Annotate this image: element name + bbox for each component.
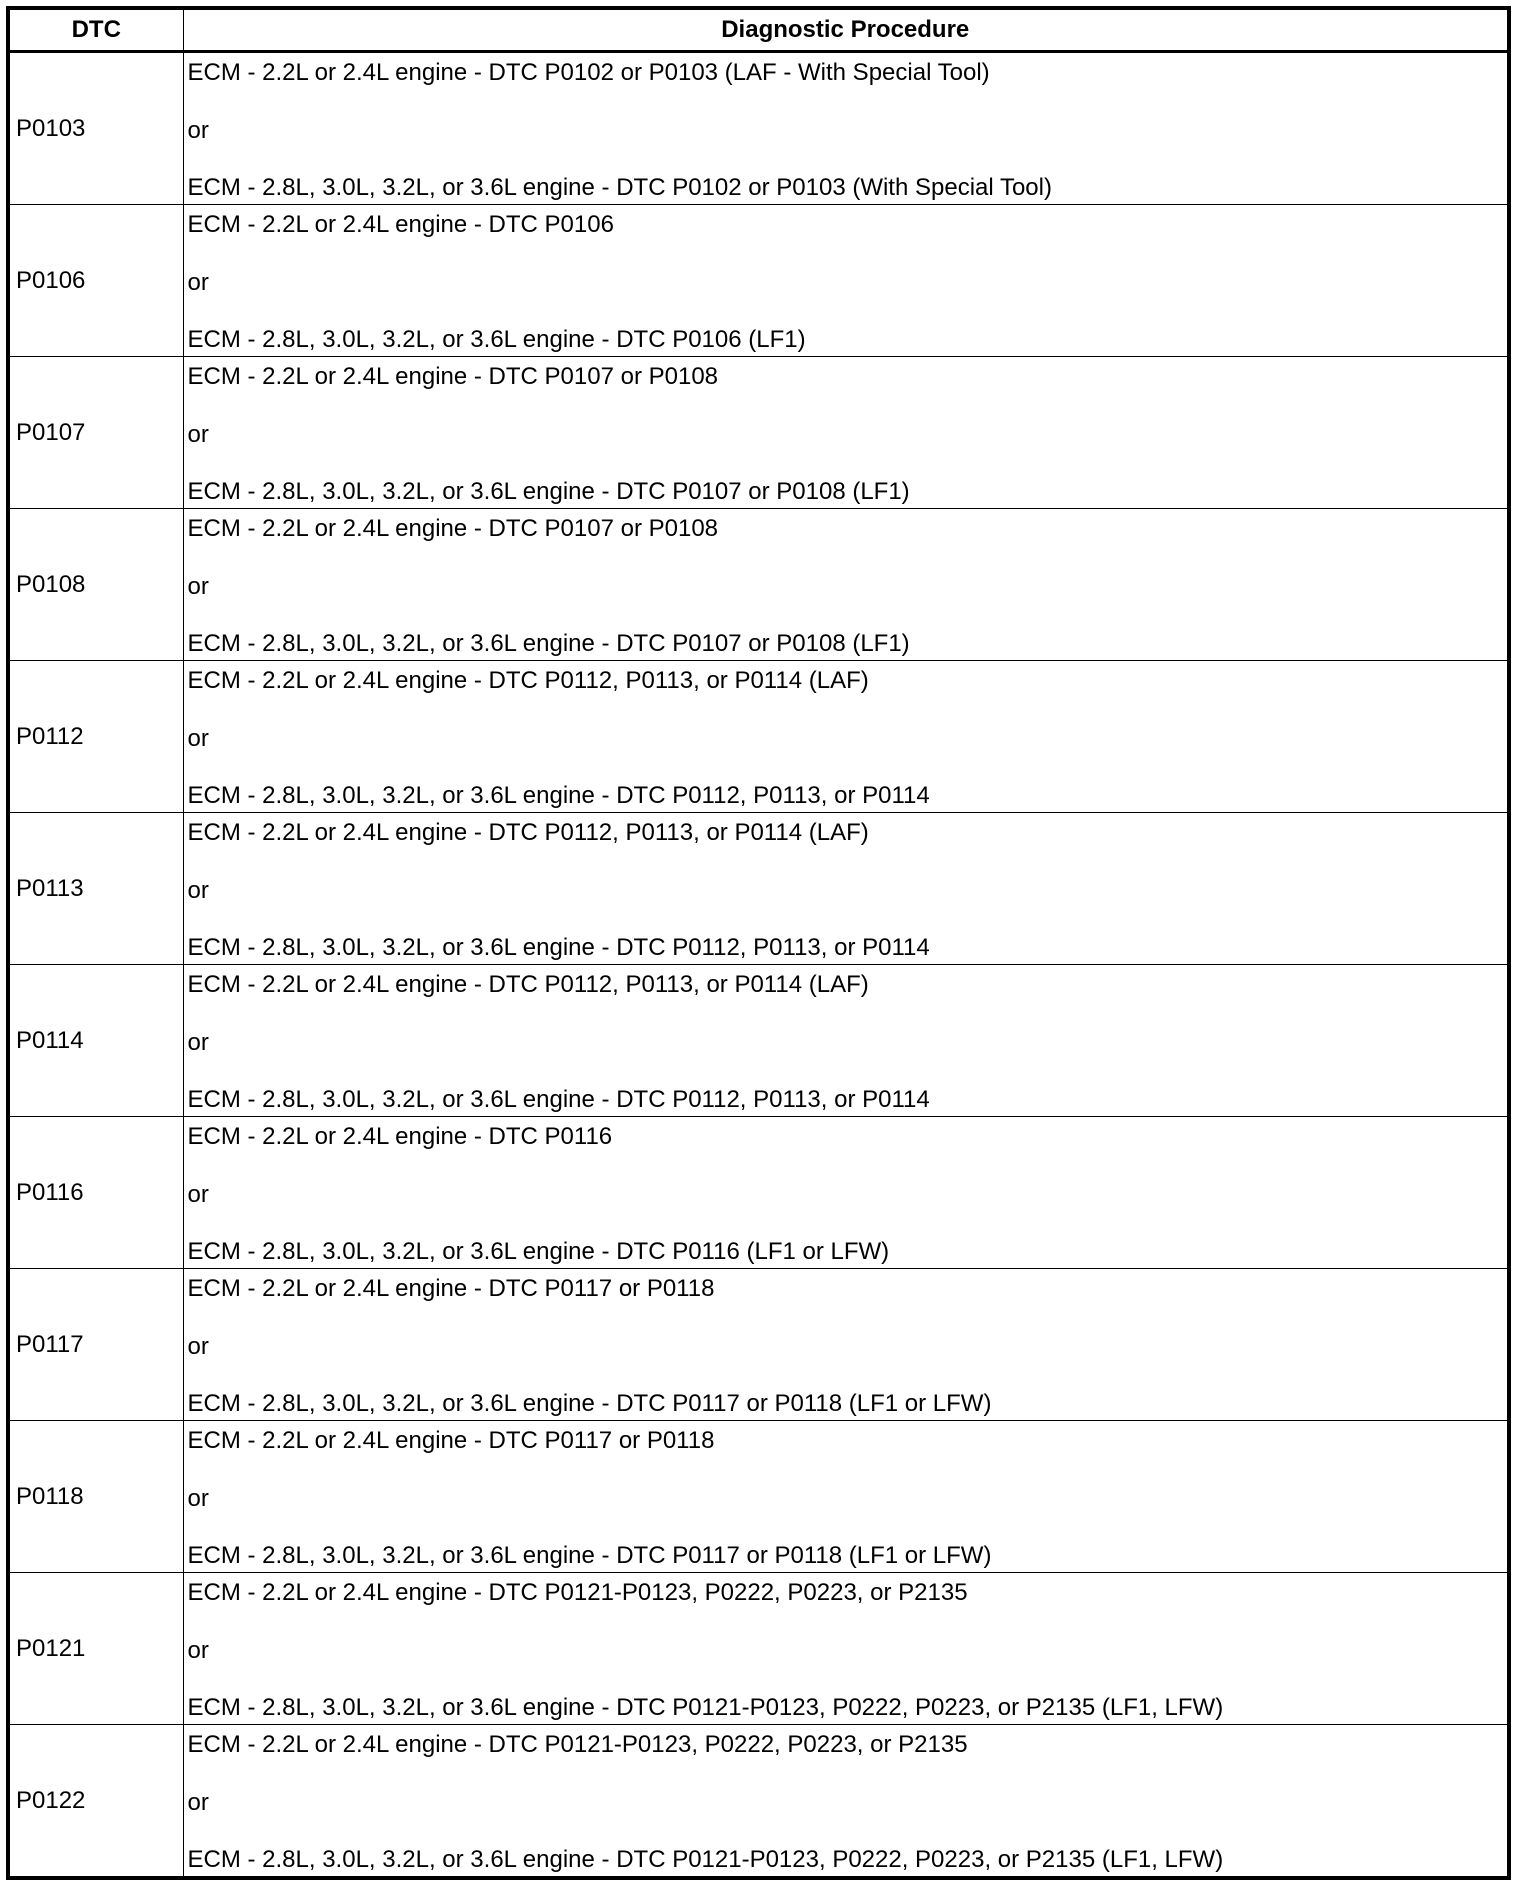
- table-row: [8, 965, 1509, 1117]
- procedure-line-primary: ECM - 2.2L or 2.4L engine - DTC P0112, P0113, or P0114 (LAF): [187, 819, 869, 846]
- procedure-lines: [188, 1269, 1508, 1420]
- procedure-lines: [188, 1421, 1508, 1572]
- procedure-connector: or: [187, 724, 209, 752]
- procedure-line-secondary: ECM - 2.8L, 3.0L, 3.2L, or 3.6L engine - DTC P0121-P0123, P0222, P0223, or P2135 (LF1, LFW): [187, 1694, 1224, 1721]
- table-row: [8, 1725, 1509, 1879]
- procedure-line-secondary: ECM - 2.8L, 3.0L, 3.2L, or 3.6L engine - DTC P0117 or P0118 (LF1 or LFW): [187, 1390, 992, 1417]
- procedure-connector: or: [187, 1180, 209, 1208]
- procedure-line-primary: ECM - 2.2L or 2.4L engine - DTC P0121-P0123, P0222, P0223, or P2135: [187, 1731, 968, 1758]
- procedure-connector: or: [187, 116, 209, 144]
- table-row: [8, 813, 1509, 965]
- procedure-cell: [183, 1573, 1509, 1725]
- procedure-line-secondary: ECM - 2.8L, 3.0L, 3.2L, or 3.6L engine - DTC P0121-P0123, P0222, P0223, or P2135 (LF1, LFW): [187, 1846, 1224, 1873]
- procedure-connector: or: [187, 1484, 209, 1512]
- procedure-line-primary: ECM - 2.2L or 2.4L engine - DTC P0107 or P0108: [187, 515, 719, 542]
- table-body: [8, 52, 1509, 1879]
- procedure-connector: or: [187, 1788, 209, 1816]
- procedure-cell: [183, 965, 1509, 1117]
- procedure-cell: [183, 1421, 1509, 1573]
- table-row: [8, 357, 1509, 509]
- dtc-code-cell: P0116: [8, 1117, 183, 1269]
- procedure-lines: [188, 357, 1508, 508]
- procedure-cell: [183, 1269, 1509, 1421]
- dtc-code-cell: P0122: [8, 1725, 183, 1879]
- procedure-connector: or: [187, 268, 209, 296]
- procedure-cell: [183, 205, 1509, 357]
- procedure-line-primary: ECM - 2.2L or 2.4L engine - DTC P0117 or P0118: [187, 1427, 715, 1454]
- procedure-line-secondary: ECM - 2.8L, 3.0L, 3.2L, or 3.6L engine - DTC P0116 (LF1 or LFW): [187, 1238, 890, 1265]
- procedure-line-primary: ECM - 2.2L or 2.4L engine - DTC P0112, P0113, or P0114 (LAF): [187, 667, 869, 694]
- procedure-lines: [188, 813, 1508, 964]
- dtc-diagnostic-table: [6, 6, 1511, 1880]
- procedure-lines: [188, 661, 1508, 812]
- procedure-line-secondary: ECM - 2.8L, 3.0L, 3.2L, or 3.6L engine - DTC P0112, P0113, or P0114: [187, 782, 930, 809]
- table-row: [8, 1269, 1509, 1421]
- dtc-code-cell: P0118: [8, 1421, 183, 1573]
- procedure-connector: or: [187, 572, 209, 600]
- procedure-line-secondary: ECM - 2.8L, 3.0L, 3.2L, or 3.6L engine - DTC P0102 or P0103 (With Special Tool): [187, 174, 1052, 201]
- procedure-cell: [183, 509, 1509, 661]
- procedure-lines: [188, 53, 1508, 204]
- dtc-code-cell: P0117: [8, 1269, 183, 1421]
- procedure-line-primary: ECM - 2.2L or 2.4L engine - DTC P0106: [187, 211, 614, 238]
- procedure-line-primary: ECM - 2.2L or 2.4L engine - DTC P0121-P0123, P0222, P0223, or P2135: [187, 1579, 968, 1606]
- procedure-connector: or: [187, 876, 209, 904]
- procedure-line-primary: ECM - 2.2L or 2.4L engine - DTC P0117 or P0118: [187, 1275, 715, 1302]
- dtc-code-cell: P0103: [8, 52, 183, 205]
- procedure-connector: or: [187, 420, 209, 448]
- procedure-line-primary: ECM - 2.2L or 2.4L engine - DTC P0102 or P0103 (LAF - With Special Tool): [187, 59, 990, 86]
- procedure-line-secondary: ECM - 2.8L, 3.0L, 3.2L, or 3.6L engine - DTC P0117 or P0118 (LF1 or LFW): [187, 1542, 992, 1569]
- procedure-line-secondary: ECM - 2.8L, 3.0L, 3.2L, or 3.6L engine - DTC P0112, P0113, or P0114: [187, 1086, 930, 1113]
- dtc-code-cell: P0106: [8, 205, 183, 357]
- table-row: [8, 52, 1509, 205]
- procedure-lines: [188, 1573, 1508, 1724]
- table-row: [8, 509, 1509, 661]
- dtc-code-cell: P0121: [8, 1573, 183, 1725]
- table-row: [8, 205, 1509, 357]
- table-row: [8, 1421, 1509, 1573]
- dtc-code-cell: P0107: [8, 357, 183, 509]
- procedure-connector: or: [187, 1332, 209, 1360]
- table-row: [8, 661, 1509, 813]
- dtc-code-cell: P0112: [8, 661, 183, 813]
- table-row: [8, 1117, 1509, 1269]
- header-row: [8, 8, 1509, 52]
- procedure-line-primary: ECM - 2.2L or 2.4L engine - DTC P0116: [187, 1123, 613, 1150]
- procedure-column-header: Diagnostic Procedure: [183, 8, 1509, 52]
- procedure-lines: [188, 205, 1508, 356]
- procedure-lines: [188, 509, 1508, 660]
- procedure-line-primary: ECM - 2.2L or 2.4L engine - DTC P0107 or P0108: [187, 363, 719, 390]
- dtc-code-cell: P0113: [8, 813, 183, 965]
- procedure-line-secondary: ECM - 2.8L, 3.0L, 3.2L, or 3.6L engine - DTC P0106 (LF1): [187, 326, 806, 353]
- dtc-code-cell: P0114: [8, 965, 183, 1117]
- procedure-line-secondary: ECM - 2.8L, 3.0L, 3.2L, or 3.6L engine - DTC P0107 or P0108 (LF1): [187, 478, 910, 505]
- procedure-lines: [188, 965, 1508, 1116]
- procedure-line-secondary: ECM - 2.8L, 3.0L, 3.2L, or 3.6L engine - DTC P0107 or P0108 (LF1): [187, 630, 910, 657]
- procedure-lines: [188, 1117, 1508, 1268]
- procedure-lines: [188, 1725, 1508, 1876]
- procedure-cell: [183, 52, 1509, 205]
- dtc-column-header: DTC: [8, 8, 183, 52]
- procedure-cell: [183, 1117, 1509, 1269]
- procedure-cell: [183, 661, 1509, 813]
- procedure-cell: [183, 357, 1509, 509]
- procedure-cell: [183, 1725, 1509, 1879]
- procedure-connector: or: [187, 1028, 209, 1056]
- procedure-cell: [183, 813, 1509, 965]
- procedure-line-secondary: ECM - 2.8L, 3.0L, 3.2L, or 3.6L engine - DTC P0112, P0113, or P0114: [187, 934, 930, 961]
- dtc-code-cell: P0108: [8, 509, 183, 661]
- procedure-line-primary: ECM - 2.2L or 2.4L engine - DTC P0112, P0113, or P0114 (LAF): [187, 971, 869, 998]
- procedure-connector: or: [187, 1636, 209, 1664]
- table-row: [8, 1573, 1509, 1725]
